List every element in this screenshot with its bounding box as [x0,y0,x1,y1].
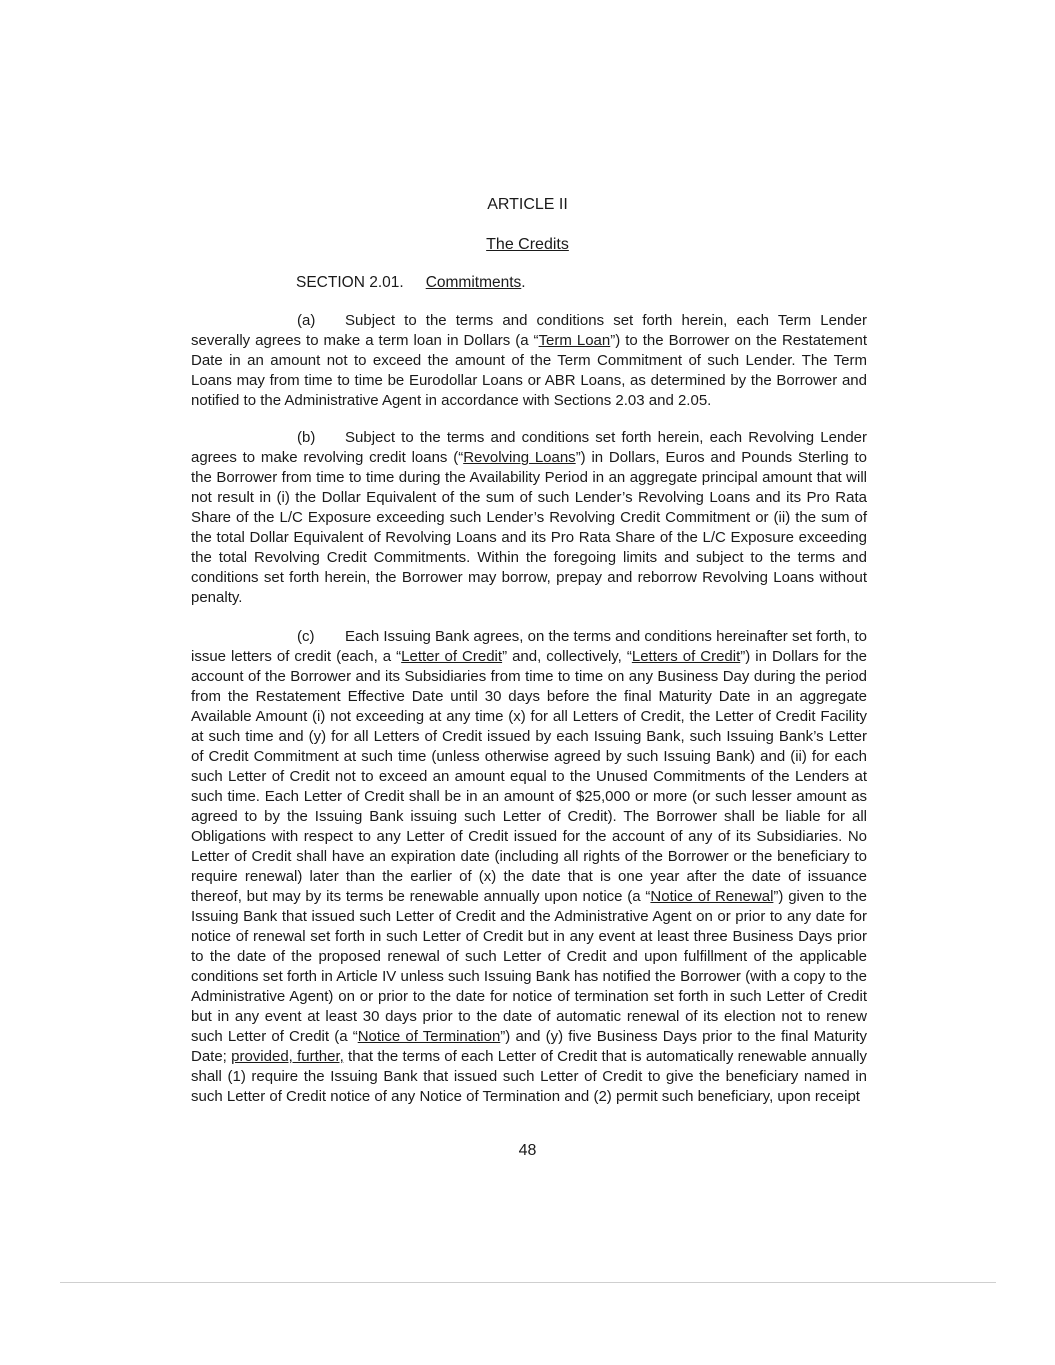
defined-term: Revolving Loans [463,449,576,466]
paragraph-label: (a) [297,312,316,329]
paragraph-a: (a) Subject to the terms and conditions set forth herein, each Term Lender severally agrees to make a term loan in Dollars (a “Term Loan”) to the Borrower on the Restatement Date in an amount not to exceed the amount of the Term Commitment of such Lender. The Term Loans may from time to time be Eurodollar Loans or ABR Loans, as determined by the Borrower and notified to the Administrative Agent in accordance with Sections 2.03 and 2.05. [191,312,867,409]
defined-term: Letter of Credit [401,648,503,665]
section-title-suffix: . [521,274,526,291]
page-number: 48 [518,1142,537,1159]
paragraph-b: (b) Subject to the terms and conditions set forth herein, each Revolving Lender agrees to make revolving credit loans (“Revolving Loans”) in Dollars, Euros and Pounds Sterling to the Borrower from time to time during the Availability Period in an aggregate principal amount that will not result in (i) the Dollar Equivalent of the sum of such Lender’s Revolving Loans and its Pro Rata Share of the L/C Exposure exceeding such Lender’s Revolving Credit Commitment or (ii) the sum of the total Dollar Equivalent of Revolving Loans and its Pro Rata Share of the L/C Exposure exceeding the total Revolving Credit Commitments. Within the foregoing limits and subject to the terms and conditions set forth herein, the Borrower may borrow, prepay and reborrow Revolving Loans without penalty. [191,429,867,606]
defined-term: Notice of Termination [357,1028,501,1045]
proviso-term: provided, further, [231,1048,344,1065]
paragraph-label: (c) [297,628,315,645]
defined-term: Letters of Credit [631,648,741,665]
article-heading: ARTICLE II [487,196,568,213]
section-heading [296,274,526,292]
paragraph-c: (c) Each Issuing Bank agrees, on the terms and conditions hereinafter set forth, to issue letters of credit (each, a “Letter of Credit” and, collectively, “Letters of Credit”) in Dollars for the account of the Borrower and its Subsidiaries from time to time on any Business Day during the period from the Restatement Effective Date until 30 days before the final Maturity Date in an aggregate Available Amount (i) not exceeding at any time (x) for all Letters of Credit, the Letter of Credit Facility at such time and (y) for all Letters of Credit issued by each Issuing Bank, such Issuing Bank’s Letter of Credit Commitment at such time (unless otherwise agreed by such Issuing Bank) and (ii) for each such Letter of Credit not to exceed an amount equal to the Unused Commitments of the Lenders at such time. Each Letter of Credit shall be in an amount of $25,000 or more (or such lesser amount as agreed to by the Issuing Bank issuing such Letter of Credit). The Borrower shall be liable for all Obligations with respect to any Letter of Credit issued for the account of any of its Subsidiaries. No Letter of Credit shall have an expiration date (including all rights of the Borrower or the beneficiary to require renewal) later than the earlier of (x) the date that is one year after the date of issuance thereof, but may by its terms be renewable annually upon notice (a “Notice of Renewal”) given to the Issuing Bank that issued such Letter of Credit and the Administrative Agent on or prior to any date for notice of renewal set forth in such Letter of Credit but in any event at least three Business Days prior to the date of the proposed renewal of such Letter of Credit and upon fulfillment of the applicable conditions set forth in Article IV unless such Issuing Bank has notified the Borrower (with a copy to the Administrative Agent) on or prior to the date for notice of termination set forth in such Letter of Credit but in any event at least 30 days prior to the date of automatic renewal of its election not to renew such Letter of Credit (a “Notice of Termination”) and (y) five Business Days prior to the final Maturity Date; provided, further, that the terms of each Letter of Credit that is automatically renewable annually shall (1) require the Issuing Bank that issued such Letter of Credit to give the beneficiary named in such Letter of Credit notice of any Notice of Termination and (2) permit such beneficiary, upon receipt [191,628,868,1105]
defined-term: Notice of Renewal [650,888,774,905]
paragraph-label: (b) [297,429,316,446]
article-title: The Credits [486,236,569,253]
section-number: SECTION 2.01. [296,274,404,291]
page-divider [60,1282,996,1283]
section-title: Commitments [425,274,522,291]
defined-term: Term Loan [538,332,611,349]
